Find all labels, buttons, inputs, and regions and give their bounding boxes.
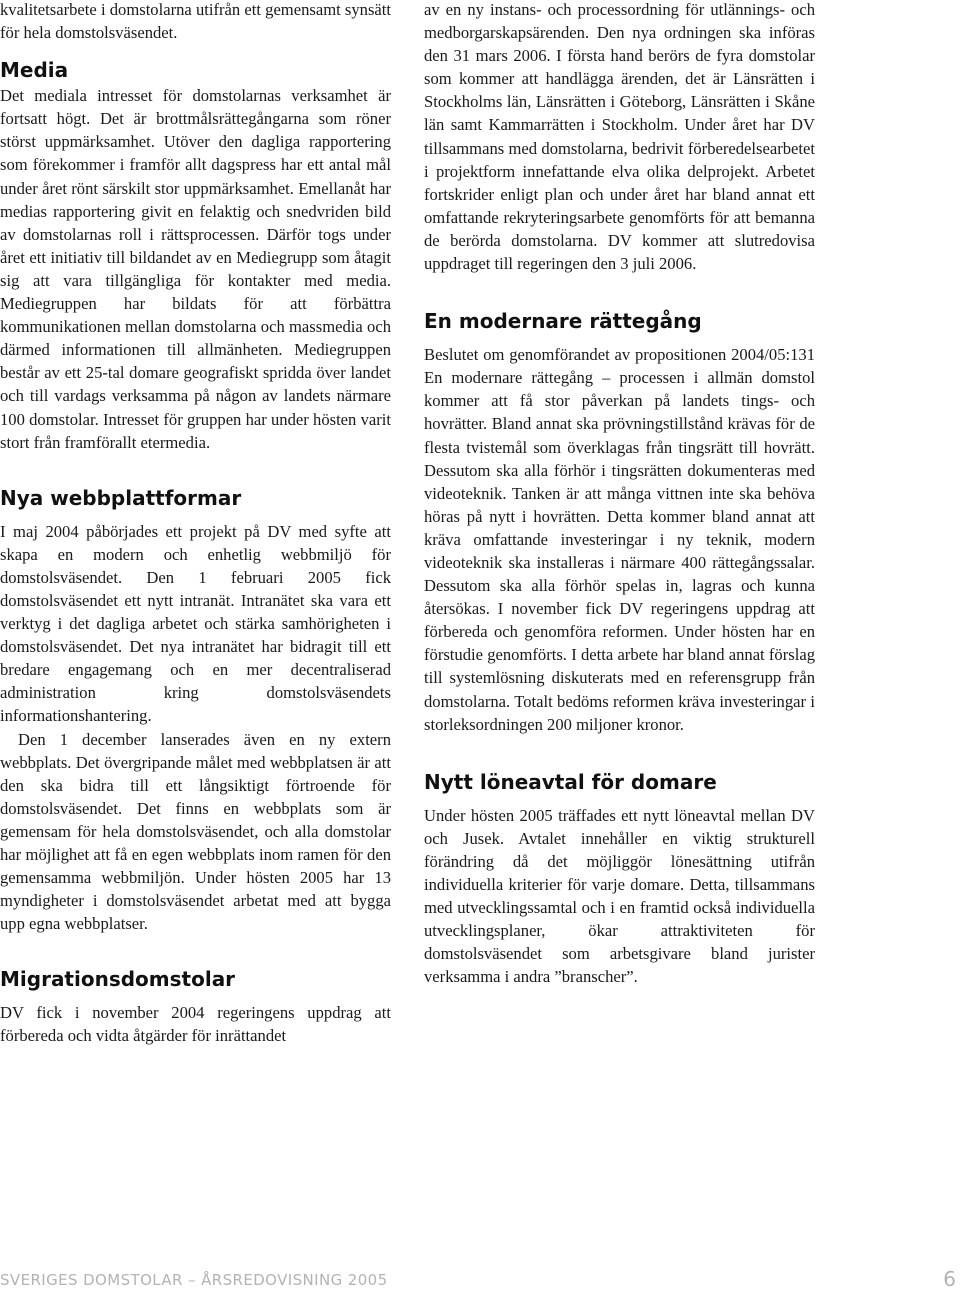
intro-paragraph: kvalitetsarbete i domstolarna utifrån ett gemensamt synsätt för hela domstolsväsendet. — [0, 0, 391, 43]
webb-paragraph-2: Den 1 december lanserades även en ny extern webbplats. Det övergripande målet med webbplatsen är att den ska bidra till ett långsiktigt förtroende för domstolsväsendet. Det finns en webbplats som är gemensam för hela domstolsväsendet, och alla domstolar har möjlighet att få en egen webbplats inom ramen för den gemensamma webbmiljön. Under hösten 2005 har 13 myndigheter i domstolsväsendet arbetat med att bygga upp egna webbplatser. — [0, 729, 391, 934]
migration-paragraph: DV fick i november 2004 regeringens uppdrag att förbereda och vidta åtgärder för inrättandet — [0, 1003, 391, 1046]
right-column — [424, 0, 815, 988]
section-heading-migration: Migrationsdomstolar — [0, 967, 236, 992]
section-heading-webb: Nya webbplattformar — [0, 485, 242, 510]
footer-title: SVERIGES DOMSTOLAR – ÅRSREDOVISNING 2005 — [0, 1271, 388, 1289]
media-paragraph: Det mediala intresset för domstolarnas verksamhet är fortsatt högt. Det är brottmålsrättegångarna som röner störst uppmärksamhet. Utöver den dagliga rapportering som förekommer i framför allt dagspress har ett antal mål under året rönt särskilt stor uppmärksamhet. Emellanåt har medias rapportering givit en felaktig och snedvriden bild av domstolarnas roll i rättsprocessen. Därför togs under året ett initiativ till bildandet av en Mediegrupp som åtagit sig att vara tillgängliga för kontakter med media. Mediegruppen har bildats för att förbättra kommunikationen mellan domstolarna och massmedia och därmed informationen till allmänheten. Mediegruppen består av ett 25-tal domare geografiskt spridda över landet och till vardags verksamma på någon av landets närmare 100 domstolar. Intresset för gruppen har under hösten varit stort från framförallt etermedia. — [0, 86, 391, 452]
webb-paragraph-1: I maj 2004 påbörjades ett projekt på DV med syfte att skapa en modern och enhetlig webbmiljö för domstolsväsendet. Den 1 februari 2005 fick domstolsväsendet ett nytt intranät. Intranätet ska vara ett verktyg i det dagliga arbetet och stärka samhörigheten i domstolsväsendet. Det nya intranätet har bidragit till ett bredare engagemang och en mer decentraliserad administration kring domstolsväsendets informationshantering. — [0, 521, 391, 726]
page-footer — [0, 1267, 960, 1293]
left-column — [0, 0, 391, 1048]
section-heading-loneavtal: Nytt löneavtal för domare — [424, 769, 717, 794]
loneavtal-paragraph: Under hösten 2005 träffades ett nytt löneavtal mellan DV och Jusek. Avtalet innehåller en viktig strukturell förändring då det möjliggör lönesättning utifrån individuella kriterier för varje domare. Detta, tillsammans med utvecklingssamtal och i en framtid också individuella utvecklingsplaner, ökar attraktiviteten för domstolsväsendet som arbetsgivare bland jurister verksamma i andra ”branscher”. — [424, 805, 815, 987]
section-heading-media: Media — [0, 58, 69, 83]
rattegang-paragraph: Beslutet om genomförandet av propositionen 2004/05:131 En modernare rättegång – processen i allmän domstol kommer att få stor påverkan på landets tings- och hovrätter. Bland annat ska prövningstillstånd krävas för de flesta tvistemål som överklagas från tingsrätt till hovrätt. Dessutom ska alla förhör i tingsrätten dokumenteras med videoteknik. Tanken är att många vittnen inte ska behöva höras på nytt i hovrätten. Detta kommer bland annat att kräva omfattande investeringar i ny teknik, modern videoteknik ska installeras i närmare 400 rättegångssalar. Dessutom ska alla förhör spelas in, lagras och kunna återsökas. I november fick DV regeringens uppdrag att förbereda och genomföra reformen. Under hösten har en förstudie genomförts. I detta arbete har bland annat förslag till systemlösning diskuterats med en referensgrupp från domstolarna. Totalt bedöms reformen kräva investeringar i storleksordningen 200 miljoner kronor. — [424, 345, 815, 734]
page-number: 6 — [943, 1267, 956, 1291]
migration-continued-paragraph: av en ny instans- och processordning för utlännings- och medborgarskapsärenden. Den nya ordningen ska införas den 31 mars 2006. I första hand berörs de fyra domstolar som kommer att handlägga ärenden, det är Länsrätten i Stockholms län, Länsrätten i Göteborg, Länsrätten i Skåne län samt Kammarrätten i Stockholm. Under året har DV tillsammans med domstolarna, bedrivit förberedelsearbetet i projektform innefattande elva olika delprojekt. Arbetet fortskrider enligt plan och under året har bland annat ett omfattande rekryteringsarbete genomförts för att bemanna de berörda domstolarna. DV kommer att slutredovisa uppdraget till regeringen den 3 juli 2006. — [424, 0, 815, 274]
section-heading-rattegang: En modernare rättegång — [424, 309, 702, 334]
